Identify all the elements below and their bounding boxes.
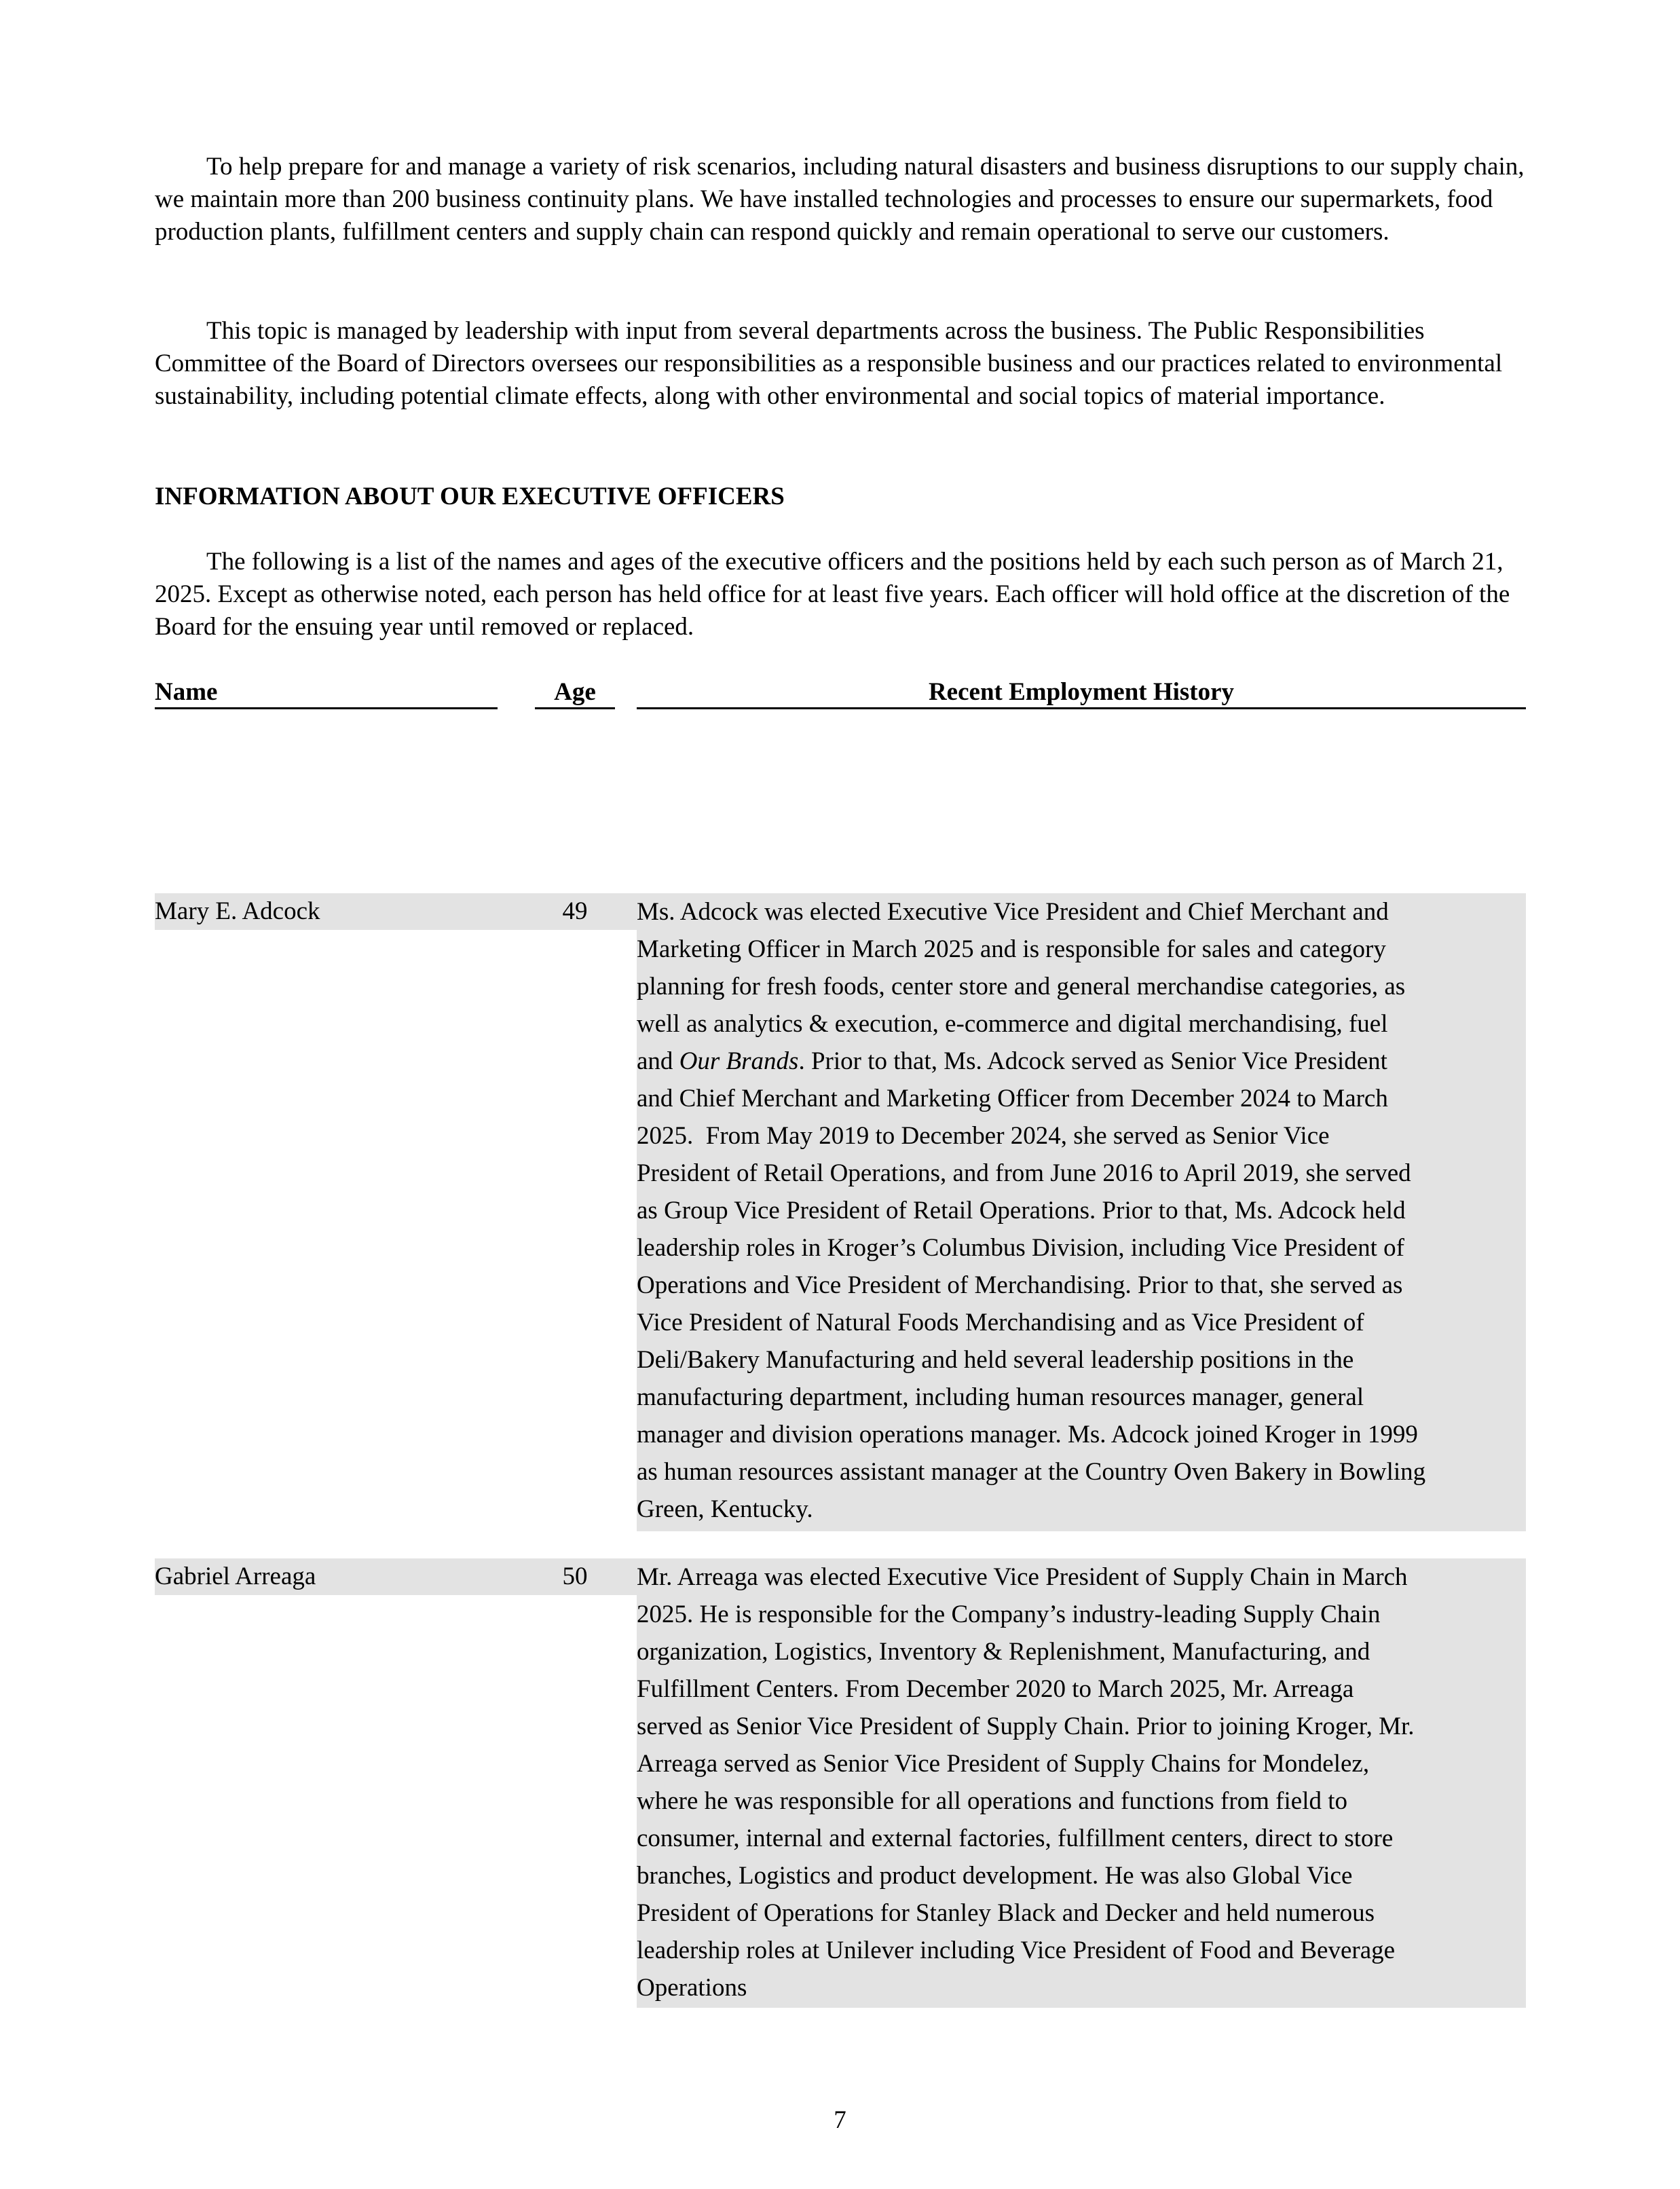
history-line: President of Retail Operations, and from June 2016 to April 2019, she served bbox=[637, 1159, 1411, 1187]
history-line: branches, Logistics and product development. He was also Global Vice bbox=[637, 1862, 1353, 1890]
history-line: Fulfillment Centers. From December 2020 to March 2025, Mr. Arreaga bbox=[637, 1675, 1354, 1703]
history-line: Arreaga served as Senior Vice President of Supply Chains for Mondelez, bbox=[637, 1750, 1370, 1778]
officer-history bbox=[637, 893, 1526, 1528]
column-header-age: Age bbox=[535, 676, 615, 709]
our-brands-italic: Our Brands bbox=[679, 1047, 799, 1075]
history-line: leadership roles at Unilever including Vice President of Food and Beverage bbox=[637, 1937, 1396, 1964]
history-line: Mr. Arreaga was elected Executive Vice President of Supply Chain in March bbox=[637, 1563, 1408, 1591]
history-text: and bbox=[637, 1047, 679, 1075]
officer-history bbox=[637, 1558, 1526, 2006]
history-line: as Group Vice President of Retail Operations. Prior to that, Ms. Adcock held bbox=[637, 1197, 1406, 1224]
column-header-name: Name bbox=[155, 676, 498, 709]
history-line: leadership roles in Kroger’s Columbus Division, including Vice President of bbox=[637, 1234, 1404, 1262]
officer-age: 50 bbox=[562, 1563, 588, 1590]
officer-name: Gabriel Arreaga bbox=[155, 1563, 316, 1590]
history-line: and Chief Merchant and Marketing Officer from December 2024 to March bbox=[637, 1085, 1388, 1112]
history-line: served as Senior Vice President of Supply Chain. Prior to joining Kroger, Mr. bbox=[637, 1713, 1415, 1740]
history-line-mixed bbox=[637, 1043, 1526, 1080]
history-line: consumer, internal and external factories, fulfillment centers, direct to store bbox=[637, 1825, 1394, 1852]
history-line: well as analytics & execution, e-commerce and digital merchandising, fuel bbox=[637, 1010, 1388, 1038]
officer-name: Mary E. Adcock bbox=[155, 897, 320, 925]
section-heading: INFORMATION ABOUT OUR EXECUTIVE OFFICERS bbox=[155, 483, 785, 510]
history-line: planning for fresh foods, center store and general merchandise categories, as bbox=[637, 973, 1406, 1000]
history-line: as human resources assistant manager at the Country Oven Bakery in Bowling bbox=[637, 1458, 1426, 1486]
history-line: Operations bbox=[637, 1974, 747, 2002]
history-line: manufacturing department, including human resources manager, general bbox=[637, 1383, 1364, 1411]
history-line: organization, Logistics, Inventory & Replenishment, Manufacturing, and bbox=[637, 1638, 1370, 1666]
column-header-history: Recent Employment History bbox=[637, 676, 1526, 709]
paragraph-topic-management: This topic is managed by leadership with input from several departments across the business. The Public Responsibilities Committee of the Board of Directors oversees our responsibilities as a responsible business and our practices related to environmental sustainability, including potential climate effects, along with other environmental and social topics of material importance. bbox=[155, 317, 1503, 410]
history-line: Vice President of Natural Foods Merchandising and as Vice President of bbox=[637, 1309, 1364, 1336]
history-text: . Prior to that, Ms. Adcock served as Senior Vice President bbox=[798, 1047, 1387, 1075]
history-line: Deli/Bakery Manufacturing and held several leadership positions in the bbox=[637, 1346, 1354, 1374]
history-line: 2025. He is responsible for the Company’s industry-leading Supply Chain bbox=[637, 1601, 1381, 1628]
officer-age: 49 bbox=[562, 897, 588, 925]
history-line: where he was responsible for all operations and functions from field to bbox=[637, 1787, 1348, 1815]
history-line: 2025. From May 2019 to December 2024, she served as Senior Vice bbox=[637, 1122, 1330, 1150]
history-line: President of Operations for Stanley Black and Decker and held numerous bbox=[637, 1899, 1375, 1927]
paragraph-officer-list-intro: The following is a list of the names and ages of the executive officers and the positions held by each such person as of March 21, 2025. Except as otherwise noted, each person has held office for at least five years. Each officer will hold office at the discretion of the Board for the ensuing year until removed or replaced. bbox=[155, 548, 1510, 641]
history-line: Ms. Adcock was elected Executive Vice President and Chief Merchant and bbox=[637, 898, 1389, 926]
history-line: Marketing Officer in March 2025 and is responsible for sales and category bbox=[637, 935, 1386, 963]
history-line: Green, Kentucky. bbox=[637, 1495, 813, 1523]
history-line: Operations and Vice President of Merchandising. Prior to that, she served as bbox=[637, 1271, 1403, 1299]
history-line: manager and division operations manager. Ms. Adcock joined Kroger in 1999 bbox=[637, 1421, 1418, 1448]
page-number: 7 bbox=[834, 2106, 846, 2134]
paragraph-business-continuity: To help prepare for and manage a variety of risk scenarios, including natural disasters and business disruptions to our supply chain, we maintain more than 200 business continuity plans. We have installed technologies and processes to ensure our supermarkets, food production plants, fulfillment centers and supply chain can respond quickly and remain operational to serve our customers. bbox=[155, 153, 1525, 246]
